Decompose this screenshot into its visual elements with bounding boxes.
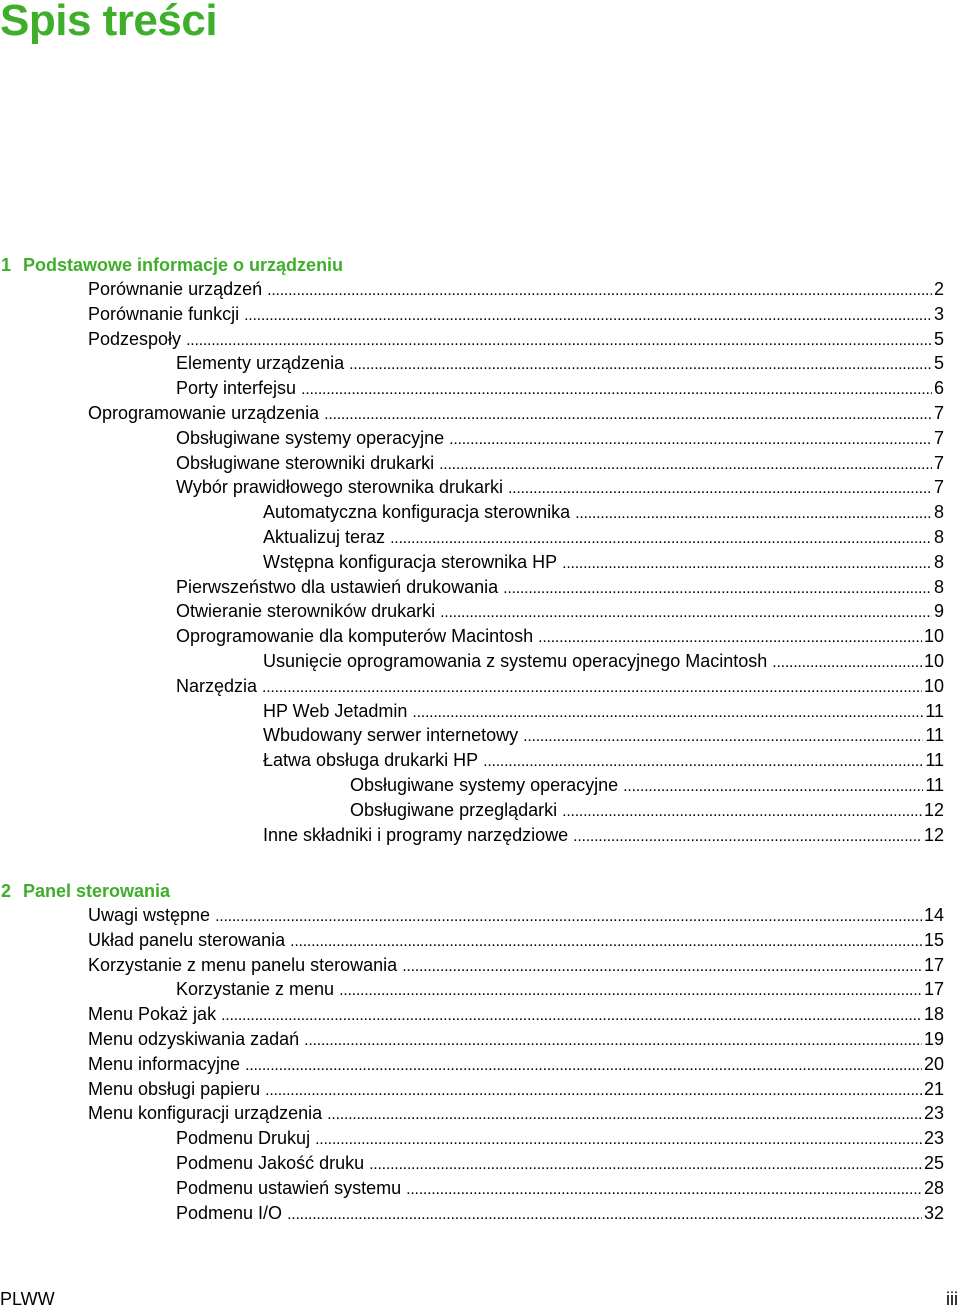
toc-entry-label: Obsługiwane systemy operacyjne — [176, 427, 445, 448]
dot-leader — [244, 302, 932, 327]
toc-entry[interactable] — [0, 351, 944, 376]
toc-entry-label: Podmenu Jakość druku — [176, 1152, 365, 1173]
toc-entry-page: 11 — [925, 750, 944, 771]
chapter-number: 2 — [1, 881, 12, 901]
toc-entry-label: Obsługiwane sterowniki drukarki — [176, 452, 435, 473]
toc-entry-label: Podmenu Drukuj — [176, 1128, 311, 1149]
dot-leader — [265, 1077, 922, 1102]
dot-leader — [508, 475, 932, 500]
toc-entry[interactable] — [0, 1052, 944, 1077]
toc-entry-label: HP Web Jetadmin — [263, 700, 408, 721]
toc-entry[interactable] — [0, 599, 944, 624]
toc-entry[interactable] — [0, 723, 944, 748]
dot-leader — [412, 699, 923, 724]
toc-entry-page: 17 — [923, 954, 944, 975]
toc-entry-page: 19 — [923, 1028, 944, 1049]
dot-leader — [623, 773, 923, 798]
toc-entry-label: Podmenu ustawień systemu — [176, 1177, 402, 1198]
dot-leader — [503, 575, 932, 600]
dot-leader — [262, 674, 922, 699]
dot-leader — [523, 723, 923, 748]
toc-entry-page: 17 — [923, 979, 944, 1000]
toc-entry[interactable] — [0, 426, 944, 451]
toc-entry[interactable] — [0, 624, 944, 649]
dot-leader — [215, 903, 922, 928]
toc-entry-page: 23 — [923, 1128, 944, 1149]
toc-entry[interactable] — [0, 1077, 944, 1102]
dot-leader — [245, 1052, 922, 1077]
chapter-heading[interactable] — [0, 879, 944, 903]
dot-leader — [349, 351, 932, 376]
toc-entry-label: Porty interfejsu — [176, 378, 297, 399]
toc-entry[interactable] — [0, 748, 944, 773]
dot-leader — [573, 823, 922, 848]
toc-entry[interactable] — [0, 376, 944, 401]
toc-entry-label: Wbudowany serwer internetowy — [263, 725, 519, 746]
toc-entry[interactable] — [0, 1002, 944, 1027]
toc-entry-page: 11 — [925, 774, 944, 795]
toc-entry[interactable] — [0, 1151, 944, 1176]
toc-entry-label: Wstępna konfiguracja sterownika HP — [263, 551, 558, 572]
dot-leader — [186, 327, 932, 352]
toc-entry[interactable] — [0, 953, 944, 978]
chapter-entries — [0, 277, 944, 847]
toc-entry-label: Oprogramowanie dla komputerów Macintosh — [176, 626, 534, 647]
chapter-title: Panel sterowania — [23, 881, 171, 901]
toc-entry[interactable] — [0, 575, 944, 600]
toc-entry-label: Obsługiwane systemy operacyjne — [350, 774, 619, 795]
toc-entry[interactable] — [0, 500, 944, 525]
toc-entry-page: 7 — [933, 402, 944, 423]
toc-entry-page: 21 — [923, 1078, 944, 1099]
toc-entry-page: 11 — [925, 725, 944, 746]
toc-entry-label: Menu konfiguracji urządzenia — [88, 1103, 323, 1124]
toc-entry-page: 12 — [923, 824, 944, 845]
toc-entry[interactable] — [0, 1027, 944, 1052]
toc-entry-label: Wybór prawidłowego sterownika drukarki — [176, 477, 503, 498]
toc-entry-page: 5 — [933, 353, 944, 374]
toc-entry-label: Elementy urządzenia — [176, 353, 345, 374]
toc-entry[interactable] — [0, 1176, 944, 1201]
toc-entry-page: 10 — [923, 626, 944, 647]
toc-entry-page: 6 — [933, 378, 944, 399]
toc-entry-label: Korzystanie z menu — [176, 979, 335, 1000]
dot-leader — [562, 550, 932, 575]
toc-entry-page: 8 — [933, 526, 944, 547]
toc-entry[interactable] — [0, 1126, 944, 1151]
dot-leader — [287, 1201, 922, 1226]
toc-entry-label: Układ panelu sterowania — [88, 929, 286, 950]
toc-entry-page: 7 — [933, 427, 944, 448]
toc-entry[interactable] — [0, 401, 944, 426]
dot-leader — [369, 1151, 922, 1176]
dot-leader — [439, 451, 932, 476]
toc-entry-page: 25 — [923, 1152, 944, 1173]
toc-entry[interactable] — [0, 475, 944, 500]
chapter-number: 1 — [1, 255, 12, 275]
toc-entry-page: 15 — [923, 929, 944, 950]
dot-leader — [324, 401, 932, 426]
toc-entry-label: Otwieranie sterowników drukarki — [176, 601, 436, 622]
chapter-entries — [0, 903, 944, 1225]
dot-leader — [449, 426, 932, 451]
toc-entry[interactable] — [0, 550, 944, 575]
toc-entry[interactable] — [0, 823, 944, 848]
toc-entry[interactable] — [0, 1101, 944, 1126]
dot-leader — [315, 1126, 922, 1151]
dot-leader — [221, 1002, 922, 1027]
toc-entry-page: 7 — [933, 477, 944, 498]
page-number: iii — [946, 1289, 958, 1309]
dot-leader — [301, 376, 932, 401]
toc-entry-label: Obsługiwane przeglądarki — [350, 799, 558, 820]
toc-entry-label: Korzystanie z menu panelu sterowania — [88, 954, 398, 975]
toc-entry[interactable] — [0, 451, 944, 476]
dot-leader — [267, 277, 932, 302]
dot-leader — [390, 525, 932, 550]
toc-entry[interactable] — [0, 977, 944, 1002]
toc-entry-label: Menu Pokaż jak — [88, 1004, 217, 1025]
dot-leader — [304, 1027, 922, 1052]
dot-leader — [483, 748, 923, 773]
toc-entry-label: Aktualizuj teraz — [263, 526, 386, 547]
toc-entry-page: 8 — [933, 551, 944, 572]
toc-entry-page: 9 — [933, 601, 944, 622]
toc-entry-label: Usunięcie oprogramowania z systemu operacyjnego Macintosh — [263, 650, 768, 671]
toc-entry-page: 28 — [923, 1177, 944, 1198]
toc-entry-label: Menu odzyskiwania zadań — [88, 1028, 300, 1049]
toc-entry-page: 8 — [933, 502, 944, 523]
dot-leader — [406, 1176, 922, 1201]
toc-entry[interactable] — [0, 277, 944, 302]
toc-entry[interactable] — [0, 302, 944, 327]
toc-entry-label: Oprogramowanie urządzenia — [88, 402, 320, 423]
toc-entry-page: 23 — [923, 1103, 944, 1124]
dot-leader — [440, 599, 932, 624]
toc-entry-page: 18 — [923, 1004, 944, 1025]
dot-leader — [402, 953, 922, 978]
dot-leader — [562, 798, 922, 823]
toc-entry[interactable] — [0, 525, 944, 550]
toc-entry-page: 5 — [933, 328, 944, 349]
toc-entry[interactable] — [0, 1201, 944, 1226]
toc-entry-page: 11 — [925, 700, 944, 721]
toc-entry-label: Narzędzia — [176, 675, 258, 696]
chapter-2 — [0, 879, 944, 1225]
dot-leader — [327, 1101, 922, 1126]
toc-entry-label: Podzespoły — [88, 328, 182, 349]
toc-entry-label: Menu obsługi papieru — [88, 1078, 261, 1099]
toc-entry-label: Porównanie funkcji — [88, 303, 240, 324]
dot-leader — [575, 500, 932, 525]
toc-entry[interactable] — [0, 674, 944, 699]
toc-entry[interactable] — [0, 773, 944, 798]
toc-entry-page: 20 — [923, 1053, 944, 1074]
toc-entry[interactable] — [0, 928, 944, 953]
toc-entry-label: Automatyczna konfiguracja sterownika — [263, 502, 571, 523]
toc-entry-page: 10 — [923, 650, 944, 671]
toc-entry[interactable] — [0, 649, 944, 674]
toc-entry-page: 14 — [923, 905, 944, 925]
chapter-title: Podstawowe informacje o urządzeniu — [23, 255, 344, 275]
toc-entry-label: Uwagi wstępne — [88, 905, 211, 925]
toc-entry-label: Menu informacyjne — [88, 1053, 241, 1074]
footer-left: PLWW — [0, 1289, 55, 1309]
page-title: Spis treści — [0, 0, 218, 45]
toc-entry-label: Pierwszeństwo dla ustawień drukowania — [176, 576, 499, 597]
dot-leader — [290, 928, 922, 953]
dot-leader — [772, 649, 922, 674]
chapter-heading[interactable] — [0, 253, 944, 277]
toc-entry[interactable] — [0, 699, 944, 724]
toc-entry-page: 2 — [933, 279, 944, 299]
toc-entry[interactable] — [0, 798, 944, 823]
toc-entry[interactable] — [0, 327, 944, 352]
toc-entry-page: 32 — [923, 1202, 944, 1223]
toc-entry-label: Inne składniki i programy narzędziowe — [263, 824, 569, 845]
dot-leader — [339, 977, 922, 1002]
dot-leader — [538, 624, 922, 649]
toc-entry-page: 7 — [933, 452, 944, 473]
toc-entry-page: 10 — [923, 675, 944, 696]
toc-entry-label: Podmenu I/O — [176, 1202, 283, 1223]
toc-entry-page: 3 — [933, 303, 944, 324]
toc-entry-page: 8 — [933, 576, 944, 597]
toc-entry[interactable] — [0, 903, 944, 928]
toc-entry-label: Porównanie urządzeń — [88, 279, 263, 299]
chapter-1 — [0, 253, 944, 847]
toc-entry-page: 12 — [923, 799, 944, 820]
page-footer — [0, 1289, 960, 1311]
toc-entry-label: Łatwa obsługa drukarki HP — [263, 750, 479, 771]
